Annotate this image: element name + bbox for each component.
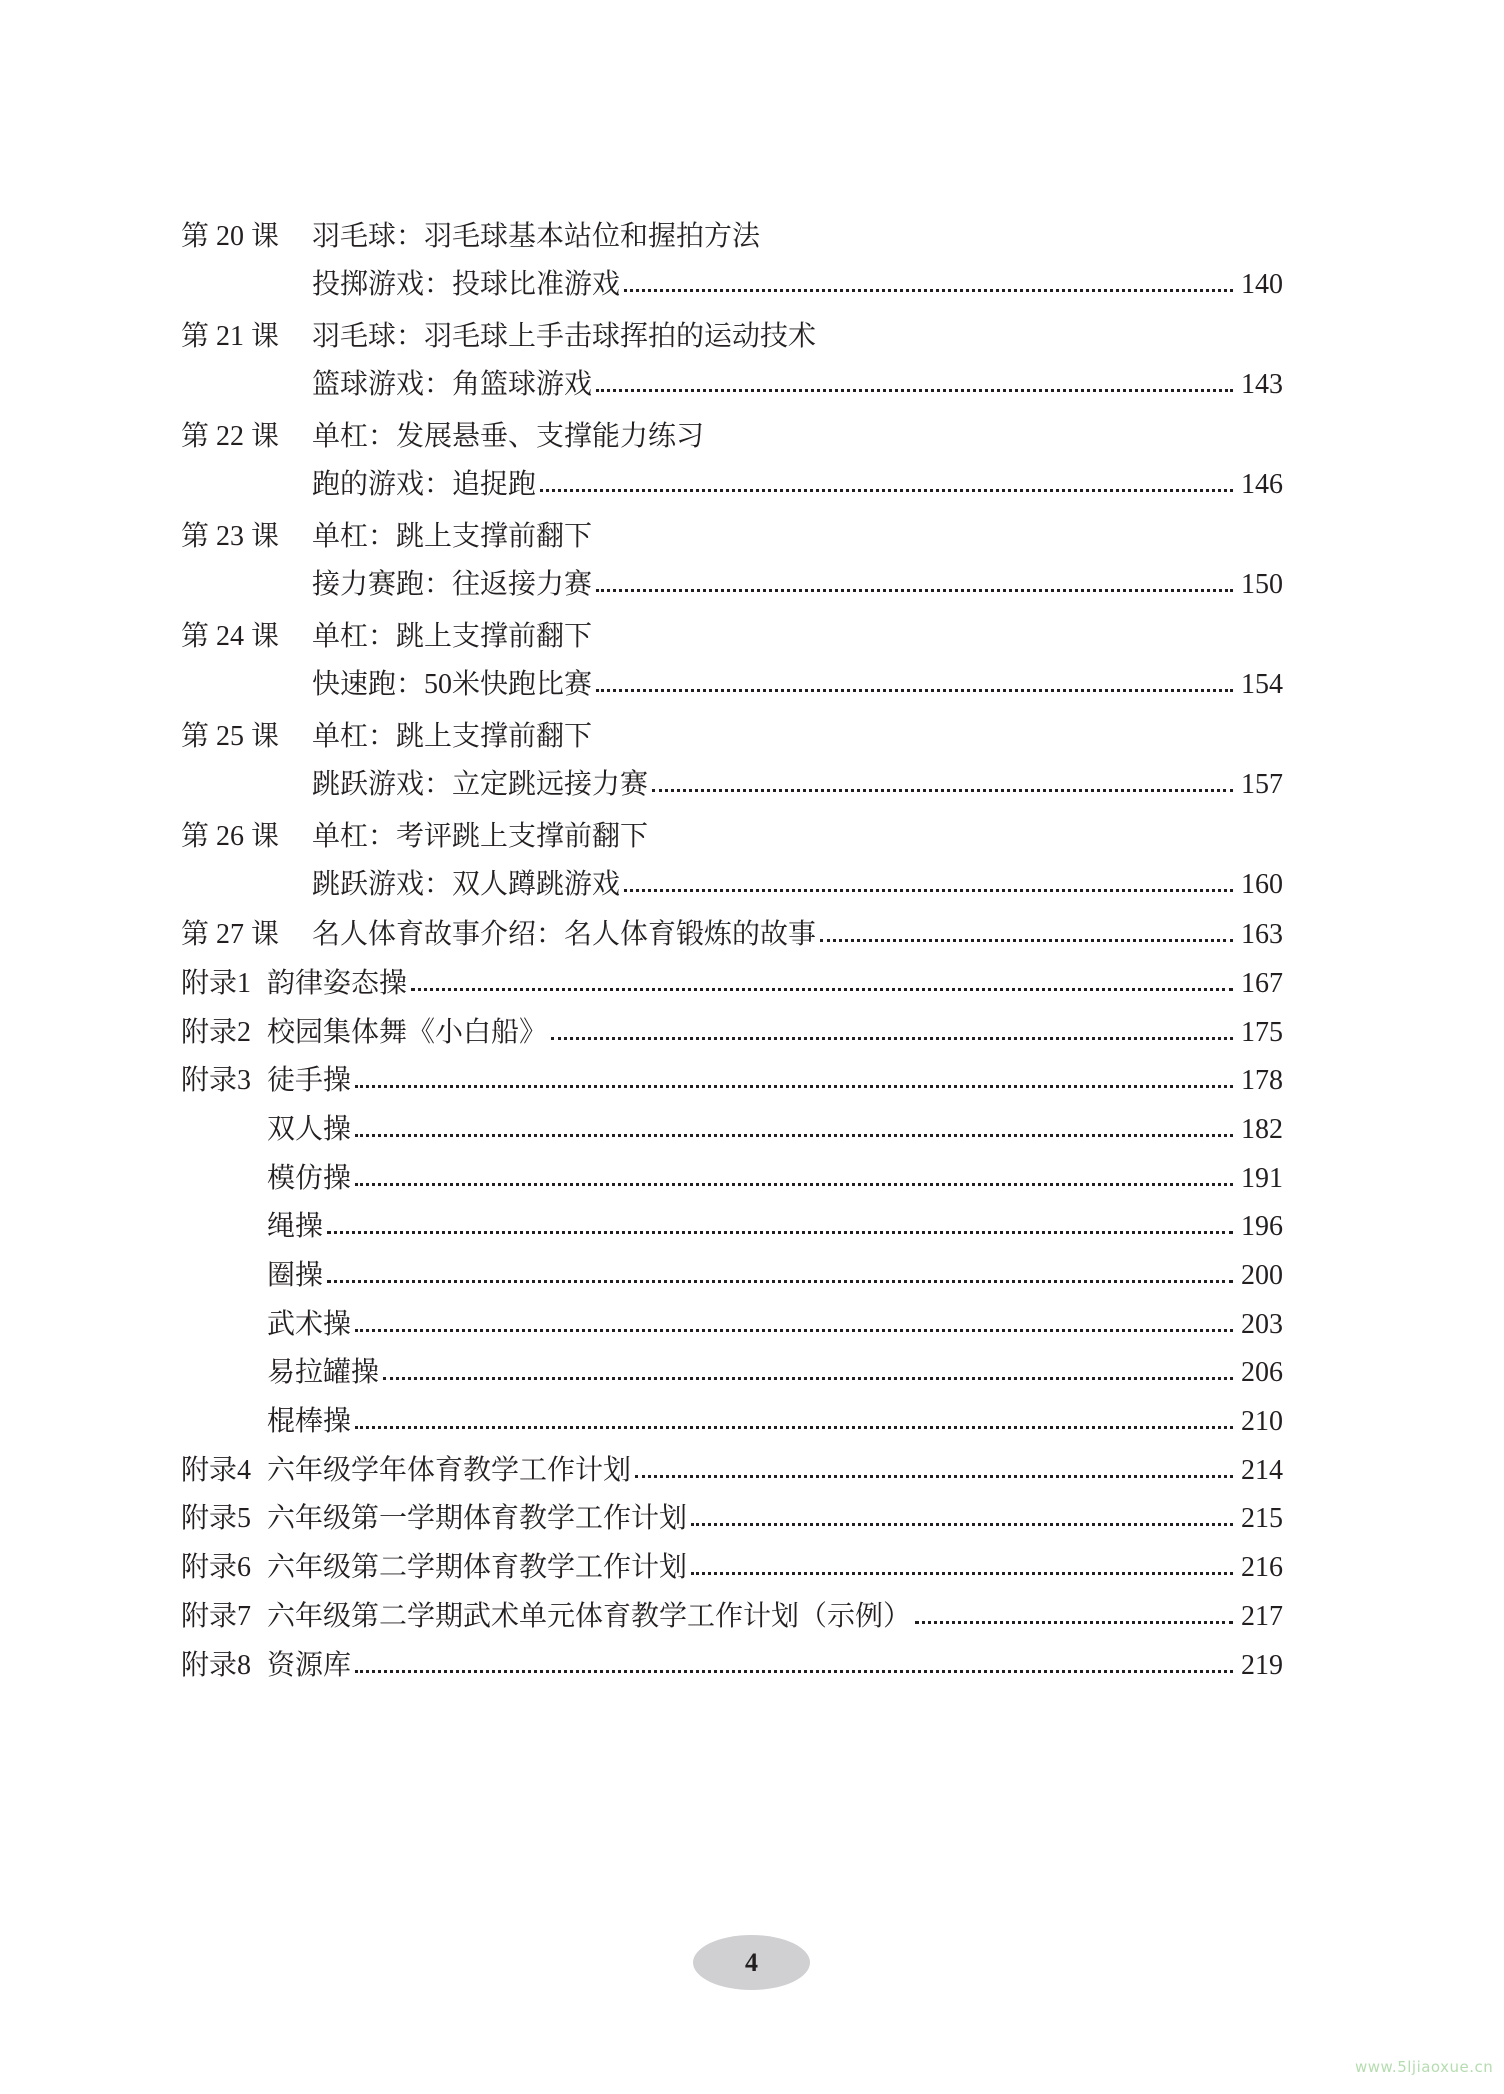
toc-lesson-heading: [181, 317, 1283, 357]
entry-title: 六年级第二学期体育教学工作计划: [267, 1552, 688, 1583]
page-number: 216: [1241, 1552, 1283, 1583]
toc-appendix-2[interactable]: [181, 1013, 1283, 1053]
page-number: 167: [1241, 968, 1283, 999]
toc-appendix-4[interactable]: [181, 1451, 1283, 1491]
entry-title: 易拉罐操: [267, 1357, 380, 1388]
page-number: 140: [1241, 269, 1283, 300]
page-number: 200: [1241, 1260, 1283, 1291]
appendix-label: 附录5: [181, 1503, 252, 1534]
appendix-label: 附录7: [181, 1601, 252, 1632]
toc-entry[interactable]: [181, 1402, 1283, 1442]
dot-leader: [327, 1207, 1233, 1247]
toc-lesson-heading: [181, 217, 1283, 257]
entry-title: 六年级学年体育教学工作计划: [267, 1455, 632, 1486]
toc-entry[interactable]: [181, 765, 1283, 805]
toc-lesson-heading: [181, 617, 1283, 657]
lesson-title: 单杠：发展悬垂、支撑能力练习: [312, 421, 705, 452]
page-number: 163: [1241, 919, 1283, 950]
lesson-label: 第 20 课: [181, 221, 280, 252]
page-number: 143: [1241, 369, 1283, 400]
page-number: 182: [1241, 1114, 1283, 1145]
entry-title: 资源库: [267, 1650, 352, 1681]
lesson-label: 第 25 课: [181, 721, 280, 752]
toc-entry[interactable]: [181, 565, 1283, 605]
dot-leader: [355, 1061, 1233, 1101]
dot-leader: [596, 365, 1233, 405]
toc-appendix-8[interactable]: [181, 1646, 1283, 1686]
toc-entry[interactable]: [181, 1207, 1283, 1247]
toc-entry[interactable]: [181, 1159, 1283, 1199]
toc-entry[interactable]: [181, 465, 1283, 505]
lesson-label: 第 26 课: [181, 821, 280, 852]
dot-leader: [327, 1256, 1233, 1296]
lesson-label: 第 22 课: [181, 421, 280, 452]
appendix-label: 附录6: [181, 1552, 252, 1583]
page-number: 191: [1241, 1163, 1283, 1194]
dot-leader: [820, 915, 1233, 955]
lesson-title: 单杠：考评跳上支撑前翻下: [312, 821, 649, 852]
dot-leader: [551, 1013, 1233, 1053]
toc-appendix-5[interactable]: [181, 1499, 1283, 1539]
appendix-label: 附录3: [181, 1065, 252, 1096]
page-number: 196: [1241, 1211, 1283, 1242]
lesson-title: 单杠：跳上支撑前翻下: [312, 621, 593, 652]
dot-leader: [355, 1159, 1233, 1199]
lesson-label: 第 27 课: [181, 919, 280, 950]
dot-leader: [355, 1646, 1233, 1686]
entry-title: 绳操: [267, 1211, 324, 1242]
page-number: 219: [1241, 1650, 1283, 1681]
dot-leader: [411, 964, 1233, 1004]
entry-title: 跳跃游戏：立定跳远接力赛: [312, 769, 649, 800]
page-number-badge: [693, 1935, 810, 1990]
dot-leader: [596, 565, 1233, 605]
entry-title: 投掷游戏：投球比准游戏: [312, 269, 621, 300]
dot-leader: [691, 1548, 1233, 1588]
entry-title: 篮球游戏：角篮球游戏: [312, 369, 593, 400]
page-number: 157: [1241, 769, 1283, 800]
entry-title: 圈操: [267, 1260, 324, 1291]
lesson-title: 单杠：跳上支撑前翻下: [312, 521, 593, 552]
toc-entry[interactable]: [181, 1256, 1283, 1296]
dot-leader: [652, 765, 1233, 805]
toc-entry[interactable]: [181, 365, 1283, 405]
dot-leader: [355, 1402, 1233, 1442]
dot-leader: [915, 1597, 1233, 1637]
toc-appendix-3[interactable]: [181, 1061, 1283, 1101]
toc-lesson-heading: [181, 517, 1283, 557]
entry-title: 徒手操: [267, 1065, 352, 1096]
page-number: 154: [1241, 669, 1283, 700]
dot-leader: [596, 665, 1233, 705]
entry-title: 双人操: [267, 1114, 352, 1145]
entry-title: 棍棒操: [267, 1406, 352, 1437]
watermark: www.5ljiaoxue.cn: [1355, 2058, 1494, 2076]
entry-title: 跑的游戏：追捉跑: [312, 469, 537, 500]
appendix-label: 附录8: [181, 1650, 252, 1681]
toc-entry[interactable]: [181, 265, 1283, 305]
lesson-title: 单杠：跳上支撑前翻下: [312, 721, 593, 752]
page-number: 210: [1241, 1406, 1283, 1437]
page-number: 217: [1241, 1601, 1283, 1632]
toc-appendix-1[interactable]: [181, 964, 1283, 1004]
entry-title: 武术操: [267, 1309, 352, 1340]
appendix-label: 附录4: [181, 1455, 252, 1486]
toc-entry[interactable]: [181, 665, 1283, 705]
appendix-label: 附录2: [181, 1017, 252, 1048]
page-number: 203: [1241, 1309, 1283, 1340]
page-number: 214: [1241, 1455, 1283, 1486]
dot-leader: [624, 265, 1233, 305]
dot-leader: [383, 1353, 1233, 1393]
page-number: 215: [1241, 1503, 1283, 1534]
page-number: 160: [1241, 869, 1283, 900]
entry-title: 接力赛跑：往返接力赛: [312, 569, 593, 600]
page-number: 206: [1241, 1357, 1283, 1388]
toc-entry[interactable]: [181, 1305, 1283, 1345]
entry-title: 校园集体舞《小白船》: [267, 1017, 548, 1048]
lesson-label: 第 23 课: [181, 521, 280, 552]
dot-leader: [624, 865, 1233, 905]
toc-entry-lesson-27[interactable]: [181, 915, 1283, 955]
toc-lesson-heading: [181, 817, 1283, 857]
toc-appendix-6[interactable]: [181, 1548, 1283, 1588]
page-number-label: 4: [745, 1947, 758, 1977]
dot-leader: [540, 465, 1233, 505]
entry-title: 模仿操: [267, 1163, 352, 1194]
toc-entry[interactable]: [181, 1110, 1283, 1150]
lesson-title: 名人体育故事介绍：名人体育锻炼的故事: [312, 919, 817, 950]
lesson-label: 第 24 课: [181, 621, 280, 652]
entry-title: 快速跑：50米快跑比赛: [312, 669, 593, 700]
dot-leader: [635, 1451, 1233, 1491]
dot-leader: [691, 1499, 1233, 1539]
entry-title: 跳跃游戏：双人蹲跳游戏: [312, 869, 621, 900]
dot-leader: [355, 1110, 1233, 1150]
entry-title: 韵律姿态操: [267, 968, 408, 999]
lesson-title: 羽毛球：羽毛球上手击球挥拍的运动技术: [312, 321, 817, 352]
toc-entry[interactable]: [181, 865, 1283, 905]
dot-leader: [355, 1305, 1233, 1345]
lesson-title: 羽毛球：羽毛球基本站位和握拍方法: [312, 221, 761, 252]
toc-lesson-heading: [181, 717, 1283, 757]
page-number: 150: [1241, 569, 1283, 600]
page-number: 178: [1241, 1065, 1283, 1096]
entry-title: 六年级第一学期体育教学工作计划: [267, 1503, 688, 1534]
toc-appendix-7[interactable]: [181, 1597, 1283, 1637]
lesson-label: 第 21 课: [181, 321, 280, 352]
entry-title: 六年级第二学期武术单元体育教学工作计划（示例）: [267, 1601, 912, 1632]
toc-lesson-heading: [181, 417, 1283, 457]
appendix-label: 附录1: [181, 968, 252, 999]
page-number: 175: [1241, 1017, 1283, 1048]
toc-entry[interactable]: [181, 1353, 1283, 1393]
page-number: 146: [1241, 469, 1283, 500]
